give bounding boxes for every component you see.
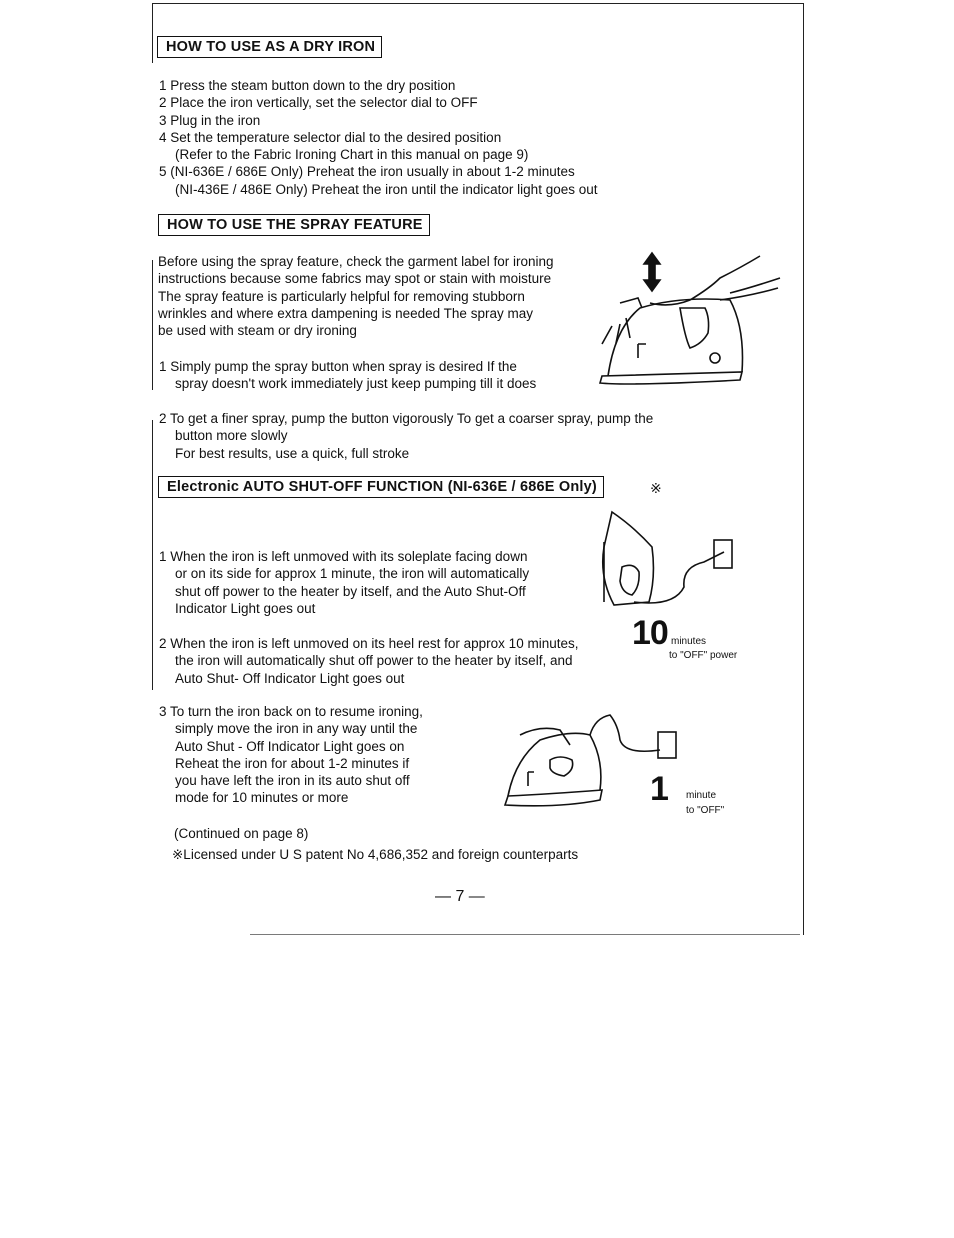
page-border-left-2 [152,260,153,390]
spray-intro-line-4: wrinkles and where extra dampening is needed The spray may [158,305,533,321]
one-minute-unit: minute [686,790,717,801]
page-border-left [152,3,153,63]
shutoff-step-2-line-2: the iron will automatically shut off power to the heater by itself, and [175,653,573,669]
spray-step-1 [159,358,536,393]
dry-step-3: 3 Plug in the iron [159,112,261,128]
spray-step-2-line-3: For best results, use a quick, full stroke [175,445,410,461]
spray-step-2-line-2: button more slowly [175,428,288,444]
shutoff-heading: Electronic AUTO SHUT-OFF FUNCTION (NI-636E / 686E Only) [158,476,604,498]
continued-note: (Continued on page 8) [174,826,309,841]
shutoff-step-1-line-3: shut off power to the heater by itself, and the Auto Shut-Off [175,583,526,599]
iron-spray-illustration [590,248,785,393]
up-down-arrow-icon [644,253,660,291]
license-note: ※Licensed under U S patent No 4,686,352 and foreign counterparts [172,847,579,862]
spray-step-2 [159,410,653,462]
shutoff-step-3-line-4: Reheat the iron for about 1-2 minutes if [175,755,410,771]
spray-heading: HOW TO USE THE SPRAY FEATURE [158,214,430,236]
shutoff-step-3-line-3: Auto Shut - Off Indicator Light goes on [175,738,405,754]
dry-step-1: 1 Press the steam button down to the dry position [159,78,456,93]
shutoff-step-1-line-2: or on its side for approx 1 minute, the iron will automatically [175,566,530,582]
shutoff-step-1 [159,548,529,617]
spray-step-1-line-1: 1 Simply pump the spray button when spray is desired If the [159,359,517,374]
shutoff-step-1-line-1: 1 When the iron is left unmoved with its soleplate facing down [159,549,528,564]
spray-step-1-line-2: spray doesn't work immediately just keep pumping till it does [175,376,537,392]
dry-step-2: 2 Place the iron vertically, set the selector dial to OFF [159,95,478,111]
dry-step-5-note: (NI-436E / 486E Only) Preheat the iron until the indicator light goes out [175,181,598,197]
shutoff-step-3-line-5: you have left the iron in its auto shut off [175,773,410,789]
shutoff-step-3-line-1: 3 To turn the iron back on to resume ironing, [159,704,423,719]
spray-intro [158,253,553,339]
spray-intro-line-3: The spray feature is particularly helpful for removing stubborn [158,288,525,304]
shutoff-step-2-line-1: 2 When the iron is left unmoved on its heel rest for approx 10 minutes, [159,636,579,651]
spray-step-2-line-1: 2 To get a finer spray, pump the button vigorously To get a coarser spray, pump the [159,411,654,426]
shutoff-step-2-line-3: Auto Shut- Off Indicator Light goes out [175,670,405,686]
one-minute-caption: to "OFF" [686,805,725,816]
page-number: — 7 — [435,888,485,905]
dry-step-4: 4 Set the temperature selector dial to the desired position [159,129,502,145]
spray-intro-line-5: be used with steam or dry ironing [158,323,357,339]
dry-iron-heading: HOW TO USE AS A DRY IRON [157,36,382,58]
dry-step-5: 5 (NI-636E / 686E Only) Preheat the iron usually in about 1-2 minutes [159,164,575,180]
page-border-right [803,3,804,935]
spray-intro-line-2: instructions because some fabrics may spot or stain with moisture [158,271,552,287]
ten-minutes-unit: minutes [671,636,707,647]
dry-iron-steps [159,77,598,198]
shutoff-step-3-line-2: simply move the iron in any way until the [175,721,418,737]
shutoff-heading-mark: ※ [650,480,662,496]
page-border-top [152,3,804,4]
shutoff-step-3-line-6: mode for 10 minutes or more [175,790,349,806]
one-minute-number: 1 [650,770,669,808]
ten-minutes-number: 10 [632,614,668,652]
ten-minutes-caption: to "OFF" power [669,650,738,661]
shutoff-step-3 [159,703,423,807]
dry-step-4-note: (Refer to the Fabric Ironing Chart in this manual on page 9) [175,147,529,163]
page-border-left-3 [152,420,153,690]
page-border-bottom [250,934,800,935]
shutoff-step-2 [159,635,578,687]
shutoff-step-1-line-4: Indicator Light goes out [175,600,316,616]
iron-on-side-illustration [594,507,744,612]
spray-intro-line-1: Before using the spray feature, check the garment label for ironing [158,254,554,269]
